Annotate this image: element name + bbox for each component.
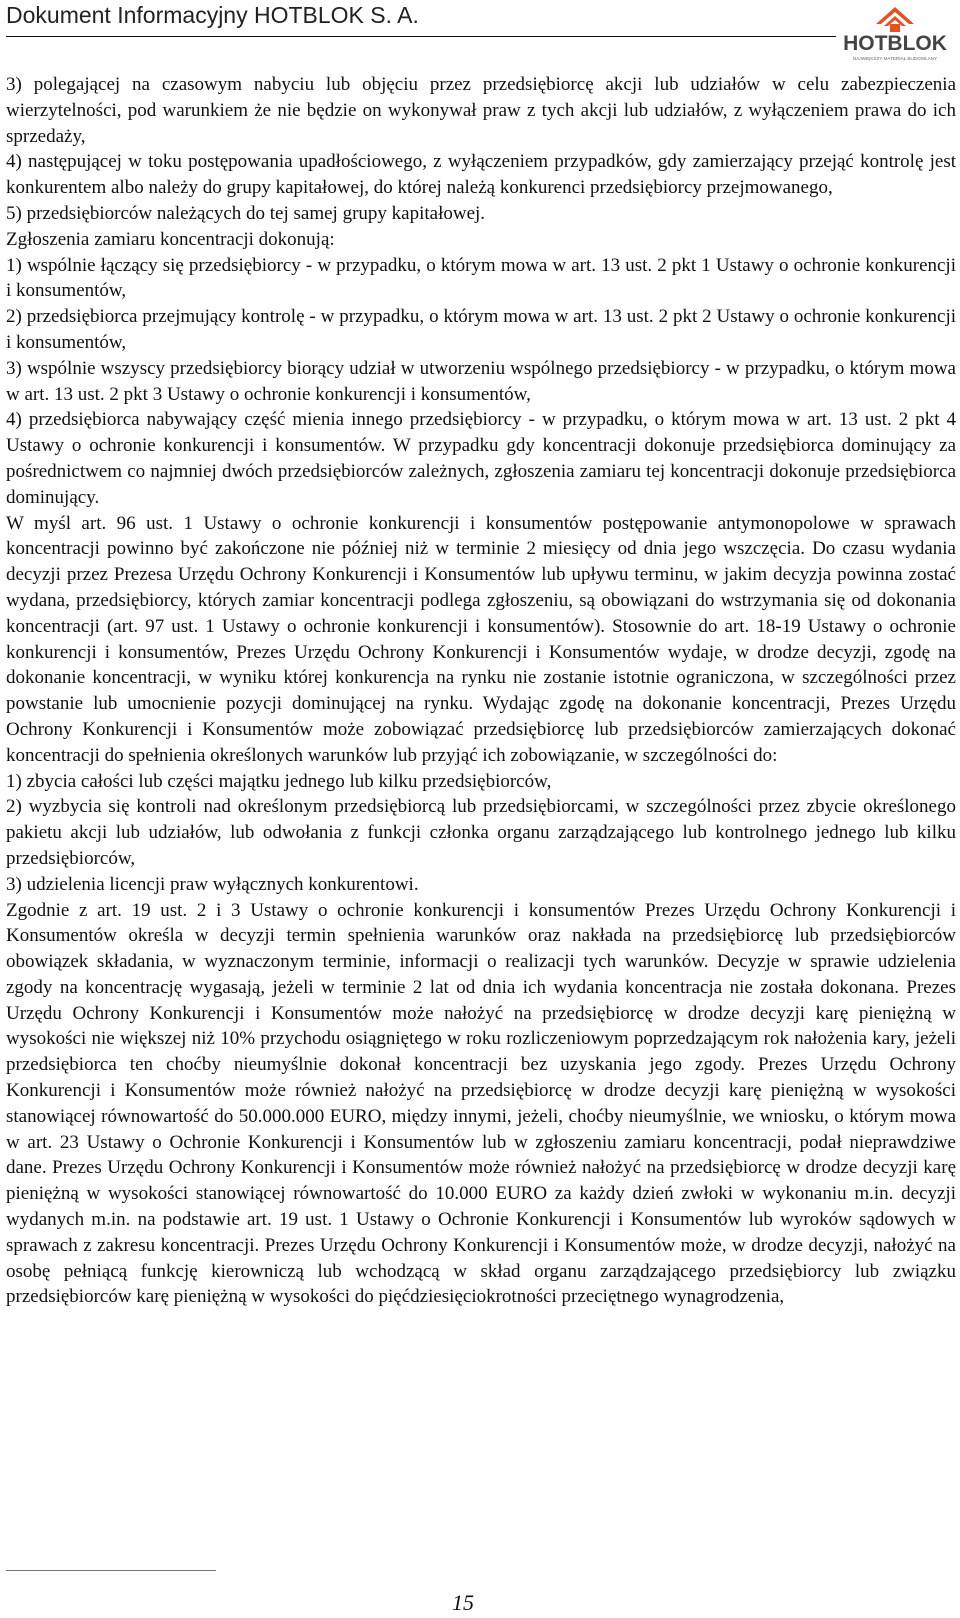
- svg-text:NAJWIĘKSZY MATERIAŁ BUDOWLANY: NAJWIĘKSZY MATERIAŁ BUDOWLANY: [852, 56, 938, 61]
- paragraph: 2) przedsiębiorca przejmujący kontrolę - w przypadku, o którym mowa w art. 13 ust. 2 pkt 2 Ustawy o ochronie konkurencji i konsumentów,: [6, 306, 956, 353]
- paragraph: 4) przedsiębiorca nabywający część mienia innego przedsiębiorcy - w przypadku, o którym mowa w art. 13 ust. 2 pkt 4 Ustawy o ochronie konkurencji i konsumentów. W przypadku gdy koncentracji dokonuje przedsiębiorca dominujący za pośrednictwem co najmniej dwóch przedsiębiorców zależnych, zgłoszenia zamiaru tej koncentracji dokonuje przedsiębiorca dominujący.: [6, 409, 956, 508]
- paragraph: Zgodnie z art. 19 ust. 2 i 3 Ustawy o ochronie konkurencji i konsumentów Prezes Urzędu Ochrony Konkurencji i Konsumentów określa w decyzji termin spełnienia warunków oraz nakłada na przedsiębiorcę lub przedsiębiorców obowiązek składania, w wyznaczonym terminie, informacji o realizacji tych warunków. Decyzje w sprawie udzielenia zgody na koncentrację wygasają, jeżeli w terminie 2 lat od dnia ich wydania koncentracja nie została dokonana. Prezes Urzędu Ochrony Konkurencji i Konsumentów może nałożyć na przedsiębiorcę w drodze decyzji karę pieniężną w wysokości nie większej niż 10% przychodu osiągniętego w roku rozliczeniowym poprzedzającym rok nałożenia kary, jeżeli przedsiębiorca ten choćby nieumyślnie dokonał koncentracji bez uzyskania jego zgody. Prezes Urzędu Ochrony Konkurencji i Konsumentów może również nałożyć na przedsiębiorcę w drodze decyzji karę pieniężną w wysokości stanowiącej równowartość do 50.000.000 EURO, między innymi, jeżeli, choćby nieumyślnie, we wniosku, o którym mowa w art. 23 Ustawy o Ochronie Konkurencji i Konsumentów lub w zgłoszeniu zamiaru koncentracji, podał nieprawdziwe dane. Prezes Urzędu Ochrony Konkurencji i Konsumentów może również nałożyć na przedsiębiorcę w drodze decyzji karę pieniężną w wysokości stanowiącej równowartość do 10.000 EURO za każdy dzień zwłoki w wykonaniu m.in. decyzji wydanych m.in. na podstawie art. 19 ust. 1 Ustawy o Ochronie Konkurencji i Konsumentów lub wyroków sądowych w sprawach z zakresu koncentracji. Prezes Urzędu Ochrony Konkurencji i Konsumentów może, w drodze decyzji, nałożyć na osobę pełniącą funkcję kierowniczą lub wchodzącą w skład organu zarządzającego przedsiębiorcy lub związku przedsiębiorców karę pieniężną w wysokości do pięćdziesięciokrotności przeciętnego wynagrodzenia,: [6, 899, 956, 1308]
- svg-text:HOTBLOK: HOTBLOK: [843, 32, 947, 55]
- hotblok-logo: [840, 2, 950, 66]
- paragraph: 2) wyzbycia się kontroli nad określonym przedsiębiorcą lub przedsiębiorcami, w szczególności przez zbycie określonego pakietu akcji lub udziałów, lub odwołania z funkcji członka organu zarządzającego lub kontrolnego jednego lub kilku przedsiębiorców,: [6, 796, 956, 869]
- header-title: Dokument Informacyjny HOTBLOK S. A.: [6, 2, 419, 28]
- header-divider: [6, 36, 836, 37]
- paragraph: 3) udzielenia licencji praw wyłącznych konkurentowi.: [6, 873, 419, 895]
- page-number: 15: [452, 1590, 474, 1615]
- document-body: [6, 72, 956, 1310]
- paragraph: Zgłoszenia zamiaru koncentracji dokonują:: [6, 228, 335, 250]
- paragraph: 1) wspólnie łączący się przedsiębiorcy - w przypadku, o którym mowa w art. 13 ust. 2 pkt 1 Ustawy o ochronie konkurencji i konsumentów,: [6, 254, 956, 302]
- paragraph: W myśl art. 96 ust. 1 Ustawy o ochronie konkurencji i konsumentów postępowanie antymonopolowe w sprawach koncentracji powinno być zakończone nie później niż w terminie 2 miesięcy od dnia jego wszczęcia. Do czasu wydania decyzji przez Prezesa Urzędu Ochrony Konkurencji i Konsumentów lub upływu terminu, w jakim decyzja powinna zostać wydana, przedsiębiorcy, których zamiar koncentracji podlega zgłoszeniu, są obowiązani do wstrzymania się od dokonania koncentracji (art. 97 ust. 1 Ustawy o ochronie konkurencji i konsumentów). Stosownie do art. 18-19 Ustawy o ochronie konkurencji i konsumentów, Prezes Urzędu Ochrony Konkurencji i Konsumentów wydaje, w drodze decyzji, zgodę na dokonanie koncentracji, w wyniku której konkurencja na rynku nie zostanie istotnie ograniczona, w szczególności przez powstanie lub umocnienie pozycji dominującej na rynku. Wydając zgodę na dokonanie koncentracji, Prezes Urzędu Ochrony Konkurencji i Konsumentów może zobowiązać przedsiębiorcę lub przedsiębiorców zamierzających dokonać koncentracji do spełnienia określonych warunków lub przyjąć ich zobowiązanie, w szczególności do:: [6, 512, 956, 766]
- footer-divider: [6, 1570, 216, 1571]
- paragraph: 4) następującej w toku postępowania upadłościowego, z wyłączeniem przypadków, gdy zamierzający przejąć kontrolę jest konkurentem albo należy do grupy kapitałowej, do której należą konkurenci przedsiębiorcy przejmowanego,: [6, 151, 956, 199]
- paragraph: 3) wspólnie wszyscy przedsiębiorcy biorący udział w utworzeniu wspólnego przedsiębiorcy - w przypadku, o którym mowa w art. 13 ust. 2 pkt 3 Ustawy o ochronie konkurencji i konsumentów,: [6, 357, 956, 405]
- paragraph: 3) polegającej na czasowym nabyciu lub objęciu przez przedsiębiorcę akcji lub udziałów w celu zabezpieczenia wierzytelności, pod warunkiem że nie będzie on wykonywał praw z tych akcji lub udziałów, z wyłączeniem prawa do ich sprzedaży,: [6, 74, 956, 147]
- paragraph: 5) przedsiębiorców należących do tej samej grupy kapitałowej.: [6, 202, 486, 224]
- paragraph: 1) zbycia całości lub części majątku jednego lub kilku przedsiębiorców,: [6, 770, 552, 792]
- house-logo-icon: [840, 2, 950, 66]
